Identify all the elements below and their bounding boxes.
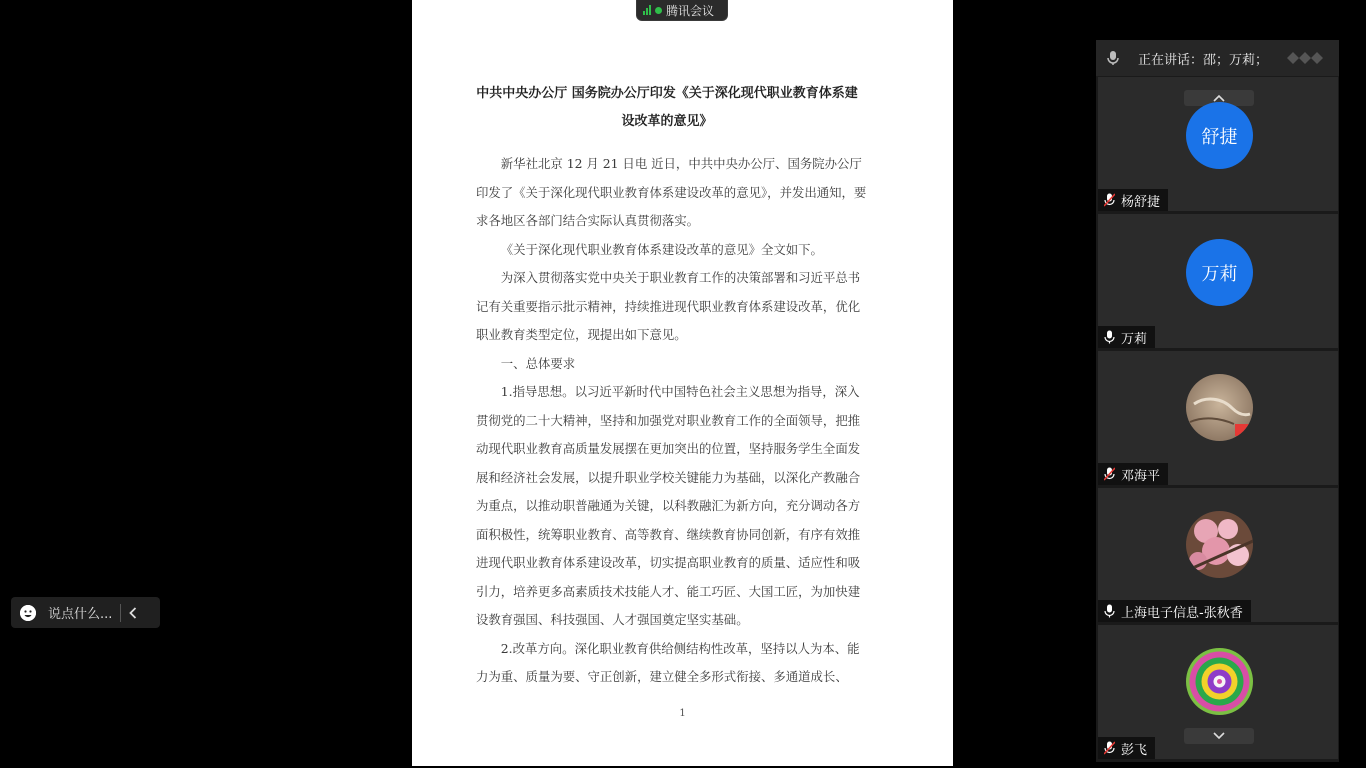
document-paragraph: 一、总体要求 — [500, 355, 576, 371]
document-title-line-2: 设改革的意见》 — [621, 114, 713, 129]
page-number: 1 — [679, 708, 686, 719]
document-paragraph: 新华社北京 12 月 21 日电 近日，中共中央办公厅、国务院办公厅印发了《关于深化现代职业教育体系建设改革的意见》，并发出通知，要求各地区各部门结合实际认真贯彻落实。 — [476, 156, 867, 228]
emoji-icon[interactable] — [20, 605, 36, 621]
participant-name-tag — [1098, 600, 1251, 622]
participant-name: 彭飞 — [1121, 742, 1148, 758]
participant-panel — [1096, 40, 1339, 762]
avatar-photo — [1186, 511, 1253, 578]
mic-muted-icon — [1104, 741, 1115, 755]
document-title — [472, 80, 862, 136]
shared-document-page — [412, 0, 953, 766]
avatar-photo — [1186, 374, 1253, 441]
document-paragraph: 《关于深化现代职业教育体系建设改革的意见》全文如下。 — [500, 241, 823, 257]
participant-name-tag — [1098, 737, 1155, 759]
speaking-label: 正在讲话：邵；万莉； — [1138, 52, 1269, 68]
participant-tile[interactable] — [1098, 214, 1338, 348]
avatar-photo — [1186, 648, 1253, 715]
chat-input[interactable]: 说点什么... — [48, 607, 113, 622]
participant-tile[interactable] — [1098, 77, 1338, 211]
speaking-wave-icon — [1285, 50, 1327, 66]
participant-name: 邓海平 — [1121, 468, 1161, 484]
participant-name: 杨舒捷 — [1121, 194, 1161, 210]
microphone-icon — [1106, 50, 1120, 66]
participant-tile[interactable] — [1098, 625, 1338, 759]
participant-name: 上海电子信息-张秋香 — [1121, 605, 1243, 621]
signal-icon — [643, 5, 651, 15]
document-paragraph: 2.改革方向。深化职业教育供给侧结构性改革，坚持以人为本、能力为重、质量为要、守正创新，建立健全多形式衔接、多通道成长、 — [476, 640, 860, 684]
scroll-down-button[interactable] — [1184, 728, 1254, 744]
document-paragraph: 为深入贯彻落实党中央关于职业教育工作的决策部署和习近平总书记有关重要指示批示精神，持续推进现代职业教育体系建设改革，优化职业教育类型定位，现提出如下意见。 — [476, 270, 861, 342]
meeting-status-badge[interactable] — [636, 0, 728, 21]
document-body — [476, 150, 869, 692]
participant-name-tag — [1098, 326, 1155, 348]
chevron-down-icon — [1213, 729, 1225, 743]
participant-tile[interactable] — [1098, 351, 1338, 485]
mic-muted-icon — [1104, 193, 1115, 207]
avatar: 万莉 — [1186, 239, 1253, 306]
divider — [120, 604, 121, 622]
document-paragraph: 1.指导思想。以习近平新时代中国特色社会主义思想为指导，深入贯彻党的二十大精神，坚持和加强党对职业教育工作的全面领导，把推动现代职业教育高质量发展摆在更加突出的位置，坚持服务学生全面发展和经济社会发展，以提升职业学校关键能力为基础，以深化产教融合为重点，以推动职普融通为关键，以科教融汇为新方向，充分调动各方面积极性，统筹职业教育、高等教育、继续教育协同创新，有序有效推进现代职业教育体系建设改革，切实提高职业教育的质量、适应性和吸引力，培养更多高素质技术技能人才、能工巧匠、大国工匠，为加快建设教育强国、科技强国、人才强国奠定坚实基础。 — [476, 384, 861, 627]
app-name: 腾讯会议 — [666, 3, 715, 18]
speaking-indicator-bar — [1096, 40, 1339, 76]
collapse-chevron-icon[interactable] — [129, 607, 137, 619]
participant-tile[interactable] — [1098, 488, 1338, 622]
mic-icon — [1104, 604, 1115, 618]
participant-name-tag — [1098, 189, 1168, 211]
chat-input-bar[interactable] — [11, 597, 160, 628]
network-status-icon — [655, 7, 662, 14]
participant-name: 万莉 — [1121, 331, 1148, 347]
document-title-line-1: 中共中央办公厅 国务院办公厅印发《关于深化现代职业教育体系建 — [476, 86, 858, 101]
mic-muted-icon — [1104, 467, 1115, 481]
avatar: 舒捷 — [1186, 102, 1253, 169]
mic-icon — [1104, 330, 1115, 344]
participant-name-tag — [1098, 463, 1168, 485]
